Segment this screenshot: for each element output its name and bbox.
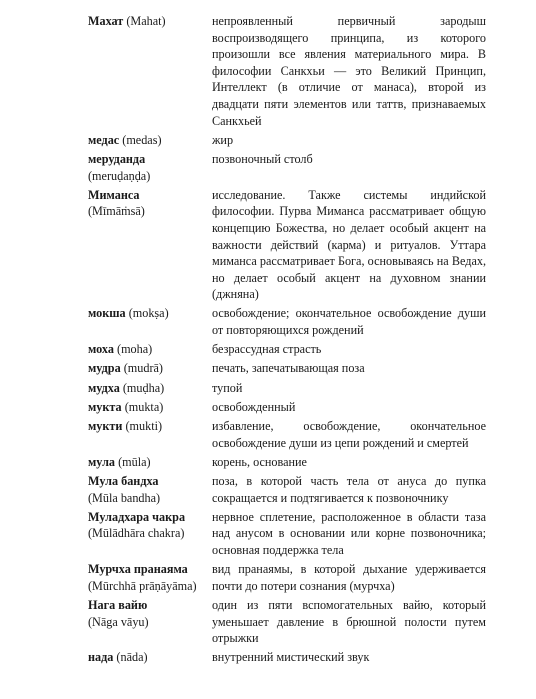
glossary-term [88, 649, 212, 666]
term-transliteration: (nāda) [116, 650, 148, 665]
term-transliteration: (mukta) [124, 399, 164, 414]
glossary-entry [88, 399, 486, 416]
glossary-definition: корень, основание [212, 454, 307, 469]
glossary-term [88, 151, 212, 184]
term-russian: Миманса [88, 187, 140, 202]
term-transliteration: (mukti) [125, 419, 163, 433]
glossary-term [88, 509, 212, 542]
glossary-entry [88, 454, 486, 471]
term-transliteration: (Mūla bandha) [88, 490, 161, 505]
term-transliteration: (Nāga vāyu) [88, 614, 149, 629]
glossary-entry [88, 380, 486, 397]
term-russian: мокша [88, 306, 126, 321]
glossary-term [88, 341, 212, 358]
glossary-definition: тупой [212, 380, 243, 395]
glossary-definition: безрассудная страсть [212, 342, 322, 357]
glossary-definition: нервное сплетение, расположенное в области таза над анусом в основании или корне позвоночника; основная поддержка тела [212, 509, 486, 557]
term-transliteration: (Mahat) [126, 14, 166, 28]
glossary-term [88, 132, 212, 149]
glossary-definition: исследование. Также системы индийской философии. Пурва Миманса рассматривает общую концепцию Божества, но делает особый акцент на важности действий (карма) и ритуалов. Уттара миманса рассматривает Бога, основываясь на Ведах, но делает особый акцент на духовном знании (джняна) [212, 187, 486, 302]
glossary-term [88, 473, 212, 506]
term-russian: мукта [88, 399, 122, 414]
glossary-list [88, 13, 486, 666]
term-transliteration: (Mīmāṁsā) [88, 204, 145, 219]
glossary-entry [88, 649, 486, 666]
glossary-entry [88, 597, 486, 647]
glossary-term [88, 380, 212, 397]
glossary-term [88, 454, 212, 471]
term-russian: меруданда [88, 151, 146, 166]
term-russian: Мула бандха [88, 473, 159, 488]
term-russian: Нага вайю [88, 597, 148, 612]
glossary-entry [88, 341, 486, 358]
glossary-entry [88, 509, 486, 559]
term-russian: мудха [88, 380, 120, 395]
glossary-definition: жир [212, 132, 234, 147]
glossary-entry [88, 187, 486, 303]
glossary-term [88, 360, 212, 377]
term-russian: мукти [88, 419, 123, 433]
term-russian: Мурчха пранаяма [88, 562, 188, 577]
glossary-entry [88, 132, 486, 149]
term-transliteration: (muḍha) [122, 380, 165, 395]
glossary-definition: освобожденный [212, 399, 296, 414]
term-russian: мула [88, 454, 116, 469]
term-russian: моха [88, 342, 114, 357]
term-transliteration: (Mūlādhāra chakra) [88, 526, 185, 541]
term-russian: Махат [88, 14, 124, 28]
glossary-entry [88, 13, 486, 129]
glossary-page [88, 13, 486, 668]
glossary-definition: освобождение; окончательное освобождение души от повторяющихся рождений [212, 306, 486, 338]
term-transliteration: (mūla) [118, 454, 151, 469]
glossary-entry [88, 151, 486, 184]
term-russian: нада [88, 650, 114, 665]
term-transliteration: (meruḍaṇḍa) [88, 168, 151, 183]
glossary-entry [88, 305, 486, 338]
glossary-term [88, 187, 212, 220]
term-transliteration: (mudrā) [123, 361, 163, 376]
term-russian: мудра [88, 361, 121, 376]
glossary-definition: поза, в которой часть тела от ануса до пупка сокращается и подтягивается к позвоночнику [212, 473, 486, 505]
term-transliteration: (Mūrchhā prāṇāyāma) [88, 578, 197, 593]
glossary-term [88, 561, 212, 594]
term-russian: Муладхара чакра [88, 509, 186, 524]
glossary-definition: непроявленный первичный зародыш воспроизводящего принципа, из которого произошли все явления материального мира. В философии Санкхьи — это Великий Принцип, Интеллект (в отличие от манаса), второй из двадцати пяти элементов или таттв, признаваемых Санкхьей [212, 14, 486, 128]
glossary-term [88, 305, 212, 322]
term-russian: медас [88, 132, 120, 147]
glossary-entry [88, 360, 486, 377]
glossary-entry [88, 561, 486, 594]
glossary-entry [88, 418, 486, 451]
glossary-definition: избавление, освобождение, окончательное освобождение души из цепи рождений и смертей [212, 419, 486, 450]
glossary-definition: позвоночный столб [212, 151, 313, 166]
glossary-term [88, 597, 212, 630]
glossary-term [88, 399, 212, 416]
glossary-definition: внутренний мистический звук [212, 650, 370, 665]
term-transliteration: (mokṣa) [128, 306, 169, 321]
glossary-definition: печать, запечатывающая поза [212, 361, 365, 376]
term-transliteration: (medas) [122, 132, 162, 147]
term-transliteration: (moha) [117, 342, 153, 357]
glossary-term [88, 13, 212, 30]
glossary-definition: вид пранаямы, в которой дыхание удерживается почти до потери сознания (мурчха) [212, 562, 486, 593]
glossary-term [88, 418, 212, 435]
glossary-entry [88, 473, 486, 506]
glossary-definition: один из пяти вспомогательных вайю, который уменьшает давление в брюшной полости путем отрыжки [212, 597, 486, 646]
